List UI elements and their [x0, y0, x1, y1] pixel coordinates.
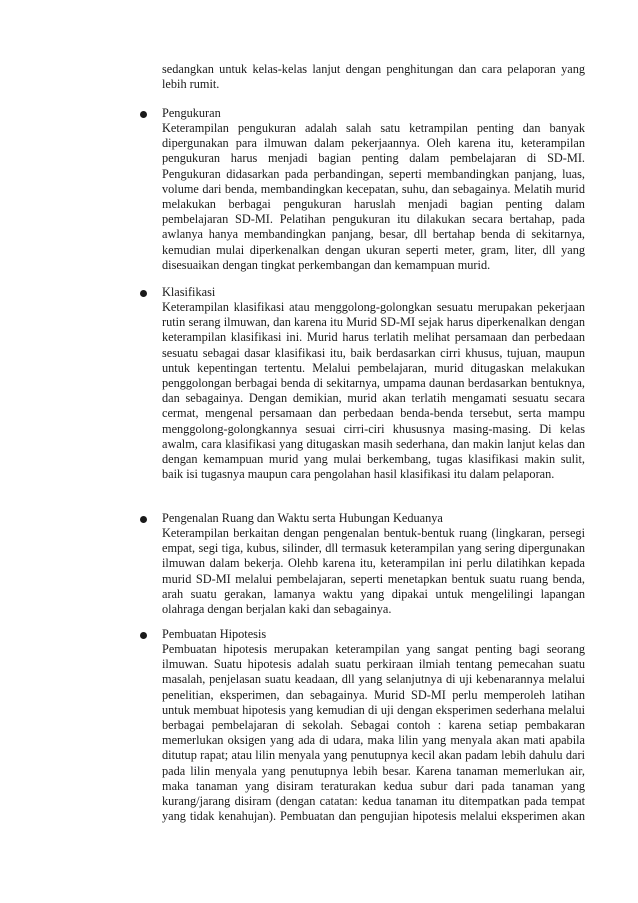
item-title: Pengukuran — [162, 106, 221, 120]
bullet-icon — [140, 290, 147, 297]
item-body: Pembuatan hipotesis merupakan keterampilan yang sangat penting bagi seorang ilmuwan. Suatu hipotesis adalah suatu perkiraan ilmiah tentang pemecahan suatu masalah, penjelasan suatu keadaan, dll yang selanjutnya di uji kebenarannya melalui penelitian, eksperimen, dan sebagainya. Murid SD-MI perlu memperoleh latihan untuk membuat hipotesis yang kemudian di uji dengan eksperimen sederhana melalui berbagai pembelajaran di sekolah. Sebagai contoh : karena setiap pembakaran memerlukan oksigen yang ada di udara, maka lilin yang menyala akan mati apabila ditutup rapat; atau lilin menyala yang penutupnya kecil akan padam lebih dahulu dari pada lilin menyala yang penutupnya lebih besar. Karena tanaman memerlukan air, maka tanaman yang disiram teraturakan kedua subur dari pada tanaman yang kurang/jarang disiram (dengan catatan: kedua tanaman itu ditempatkan pada tempat yang tidak kenahujan). Pembuatan dan pengujian hipotesis melalui eksperimen akan — [162, 642, 585, 824]
item-title: Klasifikasi — [162, 285, 216, 299]
bullet-icon — [140, 111, 147, 118]
item-title: Pengenalan Ruang dan Waktu serta Hubungan Keduanya — [162, 511, 443, 525]
bullet-icon — [140, 632, 147, 639]
bullet-icon — [140, 516, 147, 523]
item-body: Keterampilan klasifikasi atau menggolong-golongkan sesuatu merupakan pekerjaan rutin serang ilmuwan, dan karena itu Murid SD-MI sejak harus diperkenalkan dengan keterampilan klasifikasi ini. Murid harus terlatih melihat persamaan dan perbedaan sesuatu sebagai dasar klasifikasi itu, baik berdasarkan cirri khusus, tujuan, maupun untuk kepentingan tertentu. Melalui pembelajaran, murid ditugaskan melakukan penggolongan berbagai benda di sekitarnya, umpama daunan berdasarkan bentuknya, dan sebagainya. Dengan demikian, murid akan terlatih mengamati sesuatu secara cermat, mengenal persamaan dan perbedaan benda-benda tersebut, serta mampu menggolong-golongkannya sesuai cirri-ciri khususnya masing-masing. Di kelas awalm, cara klasifikasi yang ditugaskan masih sederhana, dan makin lanjut kelas dan dengan kemampuan murid yang mulai berkembang, tugas klasifikasi makin sulit, baik isi tugasnya maupun cara pengolahan hasil klasifikasi itu dalam pelaporan. — [162, 300, 585, 482]
item-body: Keterampilan berkaitan dengan pengenalan bentuk-bentuk ruang (lingkaran, persegi empat, segi tiga, kubus, silinder, dll termasuk keterampilan yang sering dipergunakan ilmuwan dalam bekerja. Olehb karena itu, keterampilan ini perlu dilatihkan kepada murid SD-MI melalui pembelajaran, seperti menetapkan bentuk suatu ruang benda, arah suatu gerakan, lamanya waktu yang dipakai untuk mengelilingi lapangan olahraga dengan berjalan kaki dan sebagainya. — [162, 526, 585, 617]
item-body: Keterampilan pengukuran adalah salah satu ketrampilan penting dan banyak dipergunakan para ilmuwan dalam pekerjaannya. Oleh karena itu, keterampilan pengukuran harus menjadi bagian penting dalam pembelajaran di SD-MI. Pengukuran didasarkan pada perbandingan, seperti membandingkan panjang, luas, volume dari benda, membandingkan kecepatan, suhu, dan sebagainya. Melatih murid melakukan berbagai pengukuran haruslah menjadi bagian penting dalam pembelajaran SD-MI. Pelatihan pengukuran itu dilakukan secara bertahap, pada awlanya hanya membandingkan panjang, besar, dll bertahap benda di sekitarnya, kemudian mulai diperkenalkan dengan ukuran seperti meter, gram, liter, dll yang disesuaikan dengan tingkat perkembangan dan kemampuan murid. — [162, 121, 585, 272]
item-title: Pembuatan Hipotesis — [162, 627, 267, 641]
intro-paragraph: sedangkan untuk kelas-kelas lanjut dengan penghitungan dan cara pelaporan yang lebih rumit. — [162, 62, 585, 92]
